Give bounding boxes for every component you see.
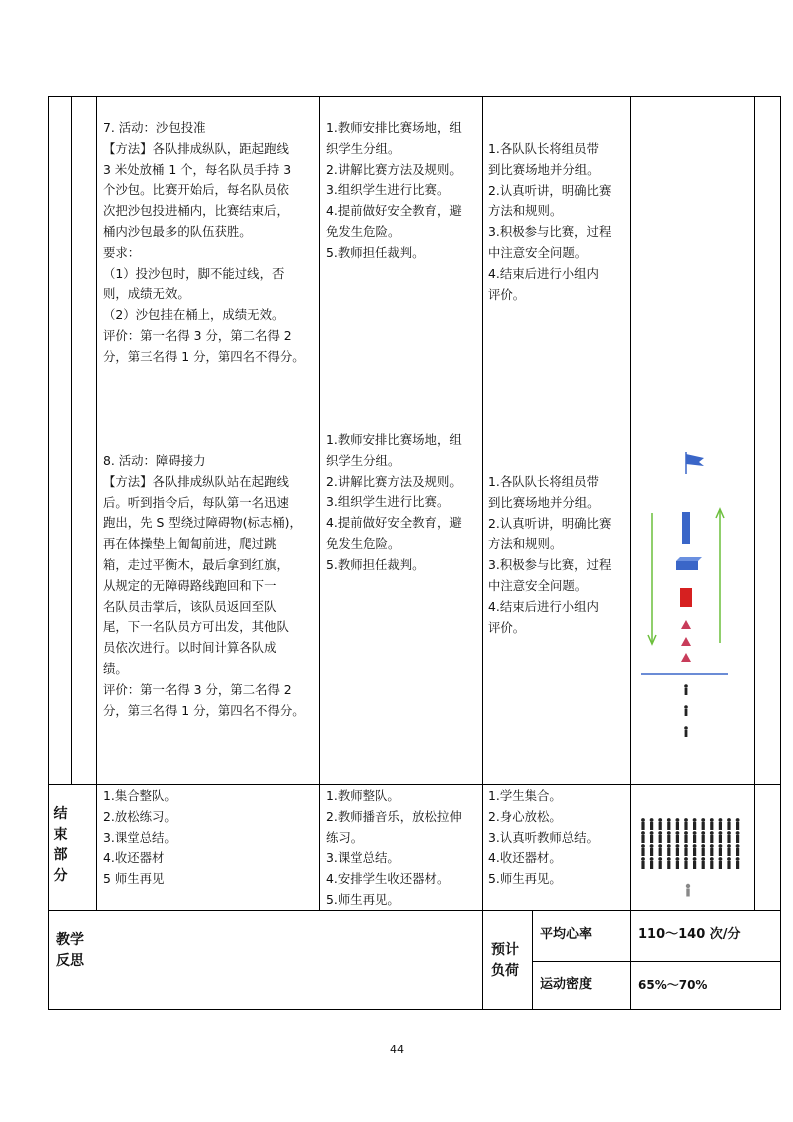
obstacle-relay-diagram bbox=[631, 440, 753, 740]
activity8-teacher: 1.教师安排比赛场地，组 织学生分组。 2.讲解比赛方法及规则。 3.组织学生进行比赛。 4.提前做好安全教育，避 免发生危险。 5.教师担任裁判。 bbox=[326, 432, 462, 572]
student-figure-icon bbox=[701, 818, 705, 830]
flag-icon bbox=[686, 452, 704, 474]
student-figure-icon bbox=[693, 857, 697, 869]
student-figure-icon bbox=[667, 831, 671, 843]
activity7-content: 7. 活动：沙包投准 【方法】各队排成纵队，距起跑线 3 米处放桶 1 个，每名队员手持 3 个沙包。比赛开始后，每名队员依 次把沙包投进桶内，比赛结束后， 桶内沙包最多的队伍获胜。 要求： （1）投沙包时，脚不能过线，否 则，成绩无效。 （2）沙包挂在桶上，成绩无效。 评价：第一名得 3 分，第二名得 2 分，第三名得 1 分，第四名不得分。 bbox=[103, 120, 305, 364]
formation-diagram bbox=[631, 812, 753, 902]
col-divider bbox=[532, 910, 533, 1009]
student-figure-icon bbox=[684, 684, 688, 695]
student-figure-icon bbox=[693, 844, 697, 856]
student-rows bbox=[641, 818, 739, 869]
student-figure-icon bbox=[650, 844, 654, 856]
cone-icon bbox=[681, 653, 691, 662]
student-figure-icon bbox=[667, 818, 671, 830]
student-figure-icon bbox=[736, 857, 740, 869]
student-figure-icon bbox=[641, 857, 645, 869]
exercise-density-label: 运动密度 bbox=[540, 977, 593, 992]
student-figure-icon bbox=[727, 831, 731, 843]
student-figure-icon bbox=[684, 726, 688, 737]
student-figure-icon bbox=[667, 857, 671, 869]
student-figure-icon bbox=[719, 857, 723, 869]
cone-icon bbox=[681, 637, 691, 646]
student-figure-icon bbox=[701, 844, 705, 856]
student-figure-icon bbox=[736, 831, 740, 843]
student-figure-icon bbox=[710, 818, 714, 830]
student-figure-icon bbox=[684, 705, 688, 716]
ending-content: 1.集合整队。 2.放松练习。 3.课堂总结。 4.收还器材 5 师生再见 bbox=[103, 788, 177, 887]
student-figure-icon bbox=[693, 831, 697, 843]
arrow-up-icon bbox=[716, 509, 724, 643]
table-left-border bbox=[48, 96, 49, 1010]
table-bottom-border bbox=[48, 1009, 781, 1010]
gym-mat-icon bbox=[680, 588, 692, 607]
activity7-teacher: 1.教师安排比赛场地，组 织学生分组。 2.讲解比赛方法及规则。 3.组织学生进行比赛。 4.提前做好安全教育，避 免发生危险。 5.教师担任裁判。 bbox=[326, 120, 462, 260]
student-figure-icon bbox=[701, 831, 705, 843]
student-figure-icon bbox=[658, 831, 662, 843]
student-figure-icon bbox=[736, 844, 740, 856]
cone-icon bbox=[681, 620, 691, 629]
activity8-title: 8. 活动：障碍接力 bbox=[103, 453, 206, 468]
student-figure-icon bbox=[719, 844, 723, 856]
student-figure-icon bbox=[658, 857, 662, 869]
teacher-figure-icon bbox=[686, 884, 690, 897]
table-top-border bbox=[48, 96, 781, 97]
student-figure-icon bbox=[641, 844, 645, 856]
ending-teacher: 1.教师整队。 2.教师播音乐，放松拉伸 练习。 3.课堂总结。 4.安排学生收还器材。 5.师生再见。 bbox=[326, 788, 462, 907]
student-figure-icon bbox=[684, 831, 688, 843]
student-figure-icon bbox=[650, 857, 654, 869]
student-figure-icon bbox=[710, 831, 714, 843]
student-figure-icon bbox=[676, 831, 680, 843]
heart-rate-value: 110～140 次/分 bbox=[638, 927, 741, 942]
expected-load-label: 预计 负荷 bbox=[491, 942, 519, 979]
table-right-border bbox=[780, 96, 781, 1010]
arrow-down-icon bbox=[648, 513, 656, 644]
exercise-density-value: 65%～70% bbox=[638, 978, 708, 992]
activity7-title: 7. 活动：沙包投准 bbox=[103, 120, 206, 135]
student-figure-icon bbox=[676, 844, 680, 856]
student-figure-icon bbox=[684, 857, 688, 869]
student-figure-icon bbox=[684, 818, 688, 830]
student-figure-icon bbox=[701, 857, 705, 869]
page-number: 44 bbox=[390, 1043, 404, 1056]
ending-section-label: 结 束 部 分 bbox=[53, 806, 68, 884]
student-figure-icon bbox=[641, 831, 645, 843]
col-divider bbox=[319, 96, 320, 910]
student-figure-icon bbox=[719, 818, 723, 830]
col-divider bbox=[482, 96, 483, 1009]
vaulting-box-icon bbox=[676, 557, 702, 570]
teaching-reflection-label: 教学 反思 bbox=[56, 932, 84, 969]
heart-rate-label: 平均心率 bbox=[540, 927, 593, 942]
student-figure-icon bbox=[736, 818, 740, 830]
student-figure-icon bbox=[727, 818, 731, 830]
student-figure-icon bbox=[727, 857, 731, 869]
col-divider bbox=[71, 96, 72, 784]
student-figure-icon bbox=[710, 857, 714, 869]
student-figure-icon bbox=[684, 844, 688, 856]
student-figure-icon bbox=[650, 818, 654, 830]
student-figure-icon bbox=[693, 818, 697, 830]
activity7-student: 1.各队队长将组员带 到比赛场地并分组。 2.认真听讲，明确比赛 方法和规则。 3.积极参与比赛，过程 中注意安全问题。 4.结束后进行小组内 评价。 bbox=[488, 141, 612, 302]
student-figure-icon bbox=[710, 844, 714, 856]
activity8-student: 1.各队队长将组员带 到比赛场地并分组。 2.认真听讲，明确比赛 方法和规则。 3.积极参与比赛，过程 中注意安全问题。 4.结束后进行小组内 评价。 bbox=[488, 474, 612, 635]
col-divider bbox=[96, 784, 97, 910]
balance-beam-icon bbox=[682, 512, 690, 544]
student-figure-icon bbox=[650, 831, 654, 843]
row-divider bbox=[532, 961, 781, 962]
col-divider bbox=[96, 96, 97, 784]
student-figure-icon bbox=[667, 844, 671, 856]
student-figure-icon bbox=[676, 857, 680, 869]
student-figure-icon bbox=[719, 831, 723, 843]
student-figure-icon bbox=[658, 818, 662, 830]
student-figure-icon bbox=[641, 818, 645, 830]
col-divider bbox=[754, 96, 755, 910]
activity8-content: 8. 活动：障碍接力 【方法】各队排成纵队站在起跑线 后。听到指令后，每队第一名迅速 跑出，先 S 型绕过障碍物(标志桶)， 再在体操垫上匍匐前进，爬过跳 箱，走过平衡木，最后拿到红旗， 从规定的无障碍路线跑回和下一 名队员击掌后，该队员返回至队 尾，下一名队员方可出发，其他队 员依次进行。以时间计算各队成 绩。 评价：第一名得 3 分，第二名得 2 分，第三名得 1 分，第四名不得分。 bbox=[103, 453, 305, 718]
student-figure-icon bbox=[676, 818, 680, 830]
ending-student: 1.学生集合。 2.身心放松。 3.认真听教师总结。 4.收还器材。 5.师生再见。 bbox=[488, 788, 599, 887]
row-divider bbox=[48, 784, 781, 785]
student-figure-icon bbox=[727, 844, 731, 856]
student-figure-icon bbox=[658, 844, 662, 856]
